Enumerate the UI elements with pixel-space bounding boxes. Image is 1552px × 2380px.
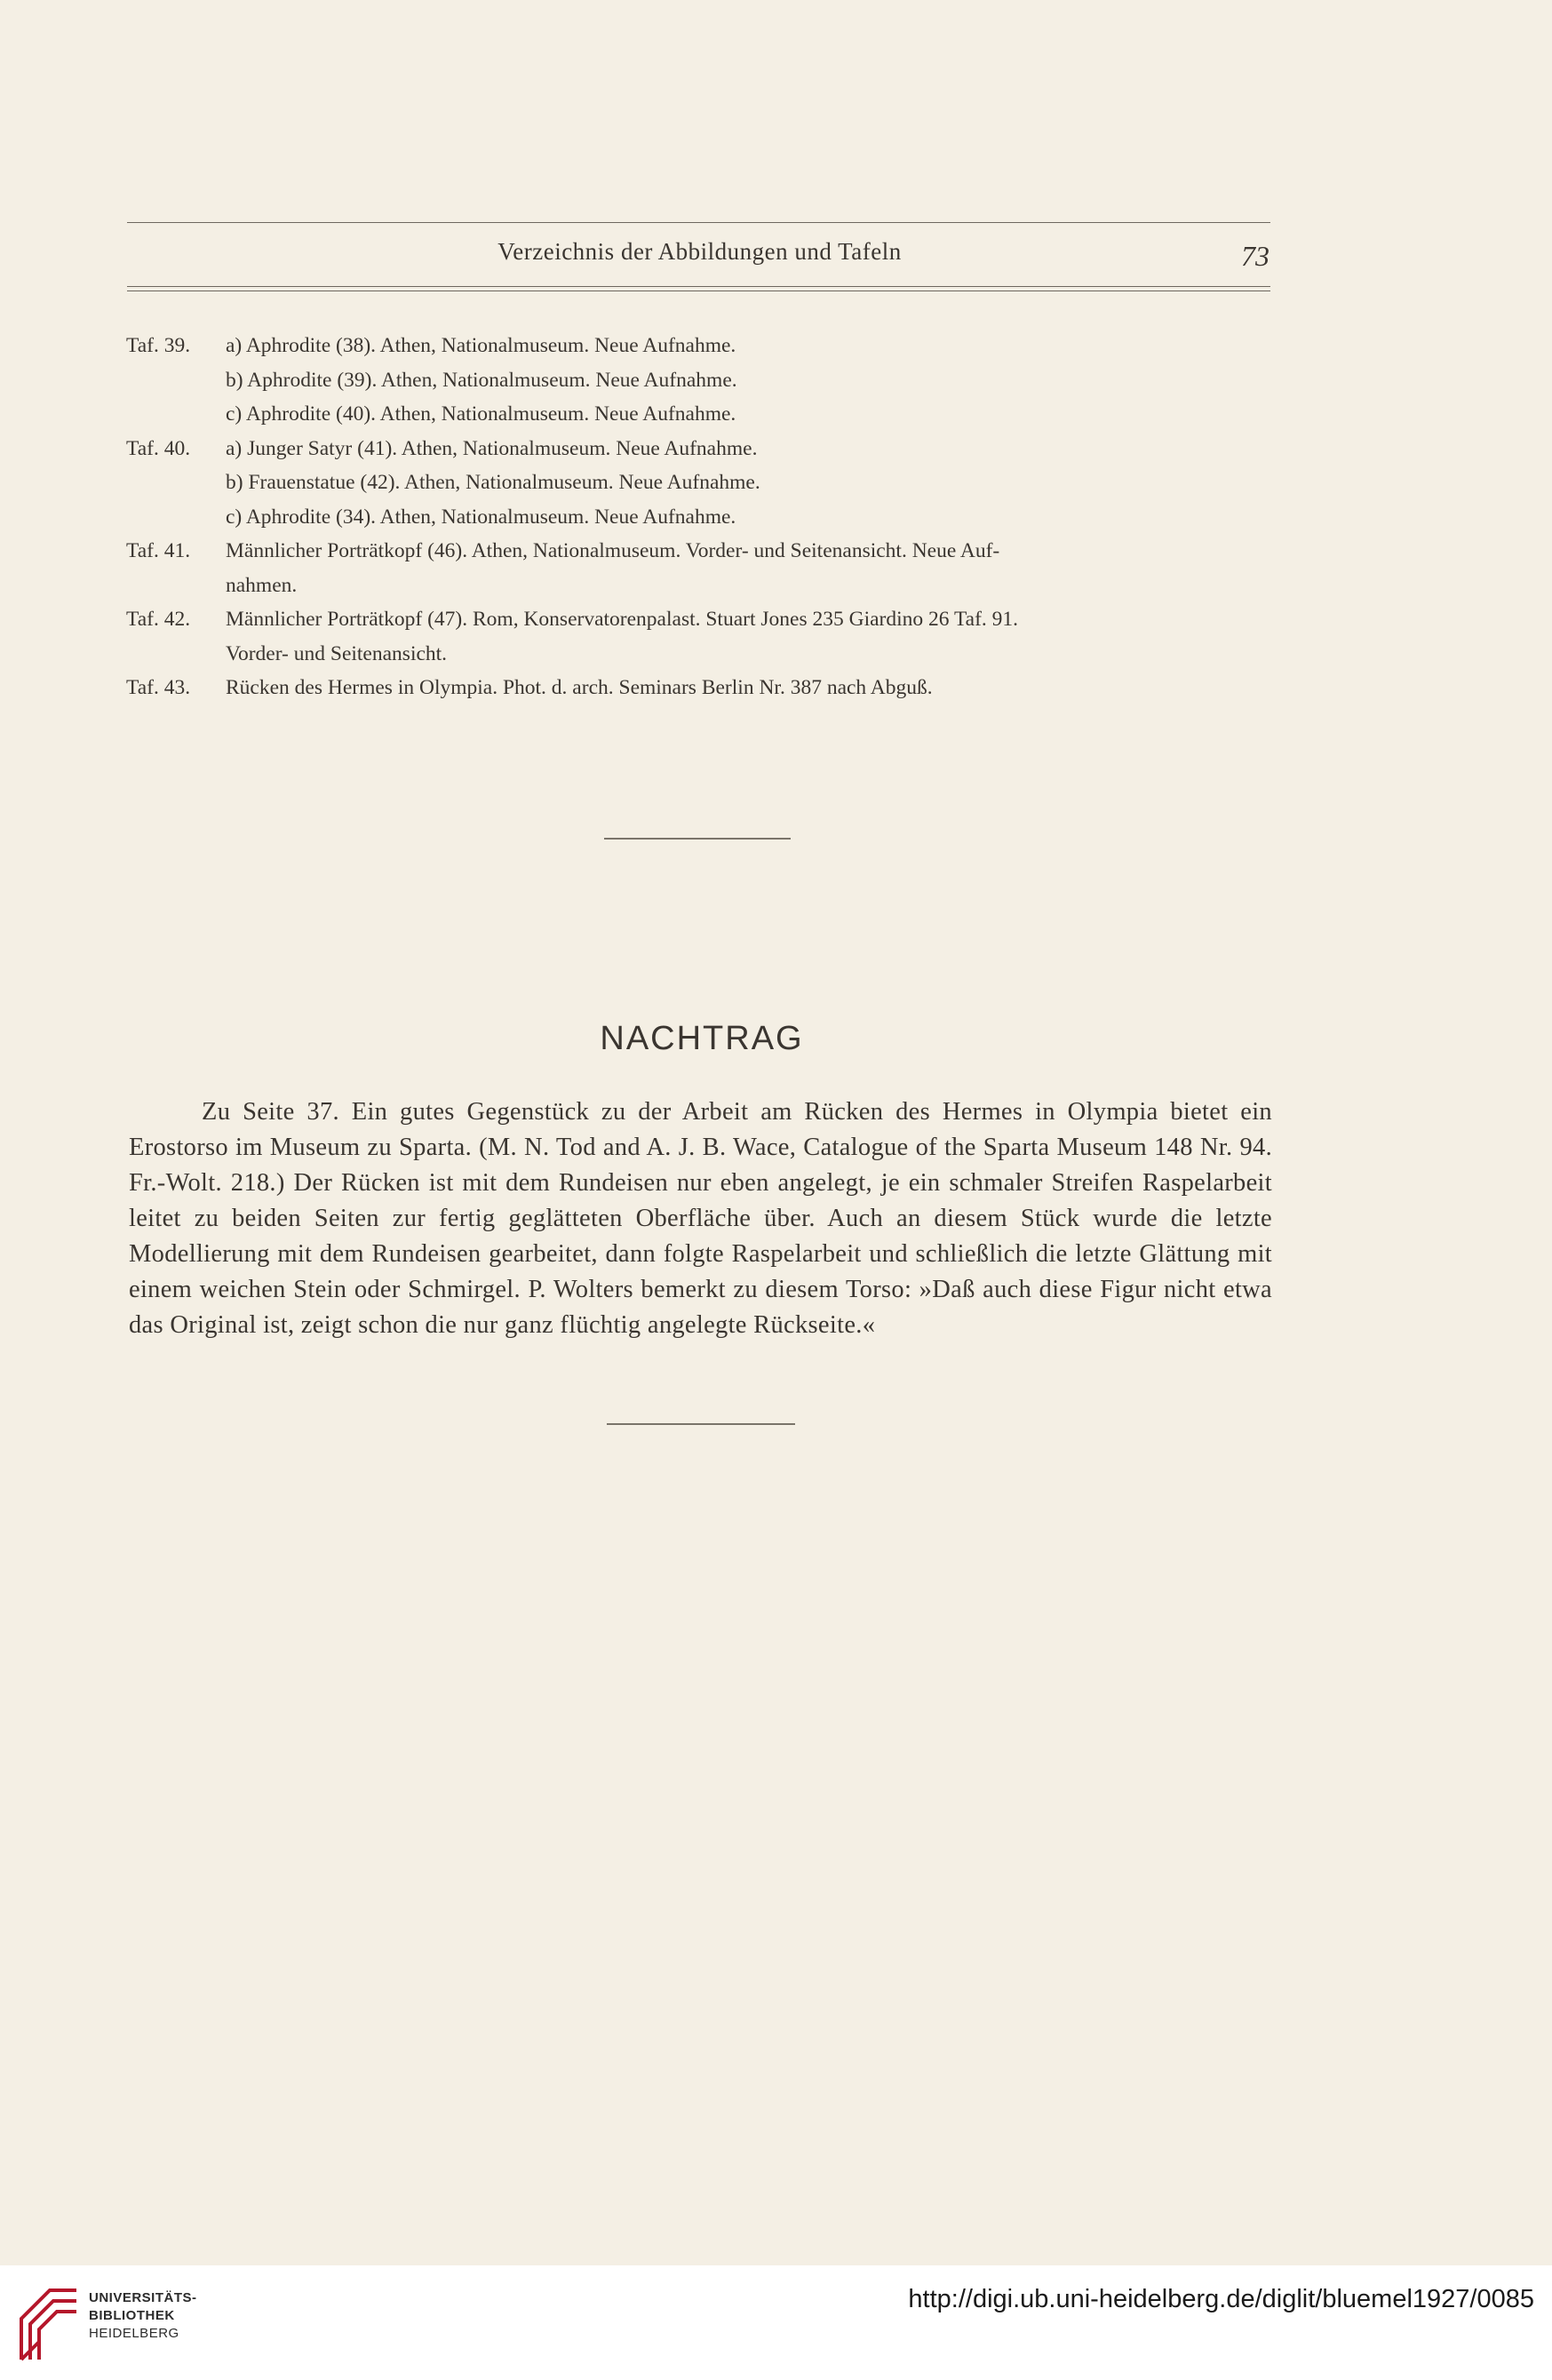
plate-entry [126,397,1272,432]
library-name-line: UNIVERSITÄTS- [89,2290,197,2305]
section-heading: NACHTRAG [600,1020,804,1057]
plate-label: Taf. 40. [126,436,191,460]
source-url-link[interactable]: http://digi.ub.uni-heidelberg.de/diglit/bluemel1927/0085 [908,2285,1534,2313]
plate-caption: a) Aphrodite (38). Athen, Nationalmuseum. Neue Aufnahme. [226,334,736,357]
end-divider [607,1423,795,1425]
plate-caption: Männlicher Porträtkopf (46). Athen, Nationalmuseum. Vorder- und Seitenansicht. Neue Auf- [226,539,1000,562]
plate-caption: c) Aphrodite (34). Athen, Nationalmuseum. Neue Aufnahme. [226,505,736,529]
running-head-title: Verzeichnis der Abbildungen und Tafeln [497,238,902,265]
header-bottom-rule [127,286,1270,287]
plate-entry [126,466,1272,500]
plate-caption: Männlicher Porträtkopf (47). Rom, Konservatorenpalast. Stuart Jones 235 Giardino 26 Taf. 91. [226,608,1019,631]
library-name [89,2289,197,2343]
plate-entry [126,602,1272,637]
section-divider [604,838,791,840]
plate-caption: b) Aphrodite (39). Athen, Nationalmuseum. Neue Aufnahme. [226,368,737,392]
plate-label: Taf. 41. [126,539,191,562]
plate-entry [126,569,1272,603]
plate-caption: a) Junger Satyr (41). Athen, Nationalmuseum. Neue Aufnahme. [226,436,758,460]
digitization-footer [0,2265,1552,2380]
plate-label [126,569,226,603]
plate-label: Taf. 43. [126,676,191,699]
plate-entry [126,500,1272,535]
plate-entry [126,637,1272,672]
plate-caption: b) Frauenstatue (42). Athen, Nationalmuseum. Neue Aufnahme. [226,471,760,494]
plate-entry [126,534,1272,569]
library-name-line: BIBLIOTHEK [89,2308,175,2323]
plate-caption: nahmen. [226,573,298,597]
plate-label [126,466,226,500]
plate-label [126,363,226,398]
plate-list [126,329,1272,705]
header-top-rule [127,222,1270,223]
library-name-line: HEIDELBERG [89,2326,179,2341]
plate-caption: c) Aphrodite (40). Athen, Nationalmuseum. Neue Aufnahme. [226,402,736,426]
library-logo-icon [18,2281,80,2363]
plate-label [126,397,226,432]
plate-entry [126,329,1272,363]
plate-label: Taf. 42. [126,608,191,631]
plate-entry [126,671,1272,705]
library-logo [18,2281,80,2368]
addendum-paragraph: Zu Seite 37. Ein gutes Gegenstück zu der Arbeit am Rücken des Hermes in Olympia bietet ein Erostorso im Museum zu Sparta. (M. N. Tod and A. J. B. Wace, Catalogue of the Sparta Museum 148 Nr. 94. Fr.-Wolt. 218.) Der Rücken ist mit dem Rundeisen nur eben angelegt, je ein schmaler Streifen Raspelarbeit leitet zu beiden Seiten zur fertig geglätteten Oberfläche über. Auch an diesem Stück wurde die letzte Modellierung mit dem Rundeisen gearbeitet, dann folgte Raspelarbeit und schließlich die letzte Glättung mit einem weichen Stein oder Schmirgel. P. Wolters bemerkt zu diesem Torso: »Daß auch diese Figur nicht etwa das Original ist, zeigt schon die nur ganz flüchtig angelegte Rückseite.« [129,1098,1272,1339]
plate-label [126,500,226,535]
plate-caption: Vorder- und Seitenansicht. [226,641,448,665]
plate-caption: Rücken des Hermes in Olympia. Phot. d. arch. Seminars Berlin Nr. 387 nach Abguß. [226,676,933,699]
plate-entry [126,363,1272,398]
plate-entry [126,432,1272,466]
plate-label: Taf. 39. [126,334,191,357]
page-number: 73 [1241,240,1269,272]
plate-label [126,637,226,672]
